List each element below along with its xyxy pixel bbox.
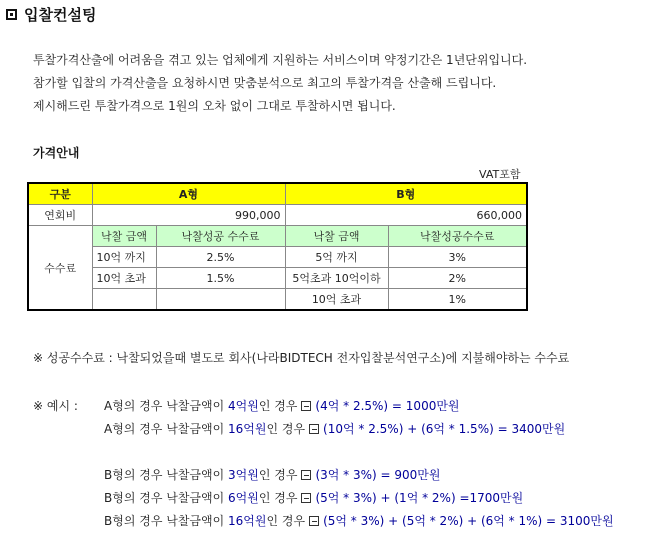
- table-row: [28, 268, 527, 289]
- example-label: ※ 예시 :: [33, 399, 78, 413]
- annual-fee-b: 660,000: [285, 205, 527, 226]
- example-amount: 16억원: [228, 514, 267, 528]
- pointing-hand-icon: [301, 493, 311, 503]
- price-table: [27, 182, 528, 311]
- example-line: [104, 512, 614, 529]
- square-bullet-icon: [6, 9, 17, 20]
- intro-text: [33, 49, 527, 118]
- a-amount-empty: [92, 289, 156, 311]
- vat-note: VAT포함: [479, 168, 521, 181]
- a-fee: 2.5%: [156, 247, 285, 268]
- example-line: [104, 420, 565, 437]
- example-prefix: B형의 경우 낙찰금액이: [104, 514, 229, 528]
- intro-line: 제시해드린 투찰가격으로 1원의 오차 없이 그대로 투찰하시면 됩니다.: [33, 99, 396, 113]
- b-fee: 1%: [388, 289, 527, 311]
- example-formula: (10억 * 2.5%) + (6억 * 1.5%) = 3400만원: [323, 422, 566, 436]
- example-amount: 16억원: [227, 422, 267, 436]
- example-prefix: B형의 경우 낙찰금액이: [104, 491, 229, 505]
- page-title-text: 입찰컨설팅: [24, 6, 97, 24]
- example-line: [104, 397, 460, 414]
- pointing-hand-icon: [301, 470, 311, 480]
- example-amount: 4억원: [227, 399, 259, 413]
- example-prefix: B형의 경우 낙찰금액이: [104, 468, 229, 482]
- example-amount: 6억원: [228, 491, 259, 505]
- annual-fee-label: 연회비: [28, 205, 92, 226]
- pointing-hand-icon: [309, 516, 319, 526]
- intro-line: 참가할 입찰의 가격산출을 요청하시면 맞춤분석으로 최고의 투찰가격을 산출해 드립니다.: [33, 76, 497, 90]
- a-fee-empty: [156, 289, 285, 311]
- example-line: [104, 489, 523, 506]
- table-row: [28, 289, 527, 311]
- example-formula: (4억 * 2.5%) = 1000만원: [315, 399, 460, 413]
- a-fee: 1.5%: [156, 268, 285, 289]
- example-amount: 3억원: [228, 468, 259, 482]
- b-amount: 5억초과 10억이하: [285, 268, 388, 289]
- example-prefix: A형의 경우 낙찰금액이: [104, 399, 228, 413]
- example-prefix: A형의 경우 낙찰금액이: [104, 422, 228, 436]
- example-mid: 인 경우: [266, 514, 306, 528]
- b-fee: 3%: [388, 247, 527, 268]
- b-amount: 5억 까지: [285, 247, 388, 268]
- pointing-hand-icon: [309, 424, 319, 434]
- col-header-type-a: A형: [92, 183, 285, 205]
- table-header-row: [28, 183, 527, 205]
- table-row: [28, 205, 527, 226]
- example-mid: 인 경우: [258, 491, 298, 505]
- col-header-category: 구분: [28, 183, 92, 205]
- table-row: [28, 247, 527, 268]
- b-fee: 2%: [388, 268, 527, 289]
- col-header-type-b: B형: [285, 183, 527, 205]
- page-title: [6, 4, 96, 25]
- example-line: [104, 466, 440, 483]
- example-formula: (5억 * 3%) + (5억 * 2%) + (6억 * 1%) = 3100만원: [323, 514, 614, 528]
- a-amount: 10억 초과: [92, 268, 156, 289]
- section-title: 가격안내: [33, 146, 80, 160]
- example-formula: (3억 * 3%) = 900만원: [315, 468, 441, 482]
- bid-amount-header-b: 낙찰 금액: [285, 226, 388, 247]
- b-amount: 10억 초과: [285, 289, 388, 311]
- example-mid: 인 경우: [258, 399, 298, 413]
- annual-fee-a: 990,000: [92, 205, 285, 226]
- example-formula: (5억 * 3%) + (1억 * 2%) =1700만원: [315, 491, 524, 505]
- success-fee-header-b: 낙찰성공수수료: [388, 226, 527, 247]
- a-amount: 10억 까지: [92, 247, 156, 268]
- success-fee-header-a: 낙찰성공 수수료: [156, 226, 285, 247]
- example-mid: 인 경우: [266, 422, 306, 436]
- success-fee-note: ※ 성공수수료 : 낙찰되었을때 별도로 회사(나라BIDTECH 전자입찰분석연구소)에 지불해야하는 수수료: [33, 351, 570, 365]
- example-mid: 인 경우: [258, 468, 298, 482]
- intro-line: 투찰가격산출에 어려움을 겪고 있는 업체에게 지원하는 서비스이며 약정기간은 1년단위입니다.: [33, 53, 528, 67]
- table-row: [28, 226, 527, 247]
- bid-amount-header-a: 낙찰 금액: [92, 226, 156, 247]
- pointing-hand-icon: [301, 401, 311, 411]
- commission-label: 수수료: [28, 226, 92, 311]
